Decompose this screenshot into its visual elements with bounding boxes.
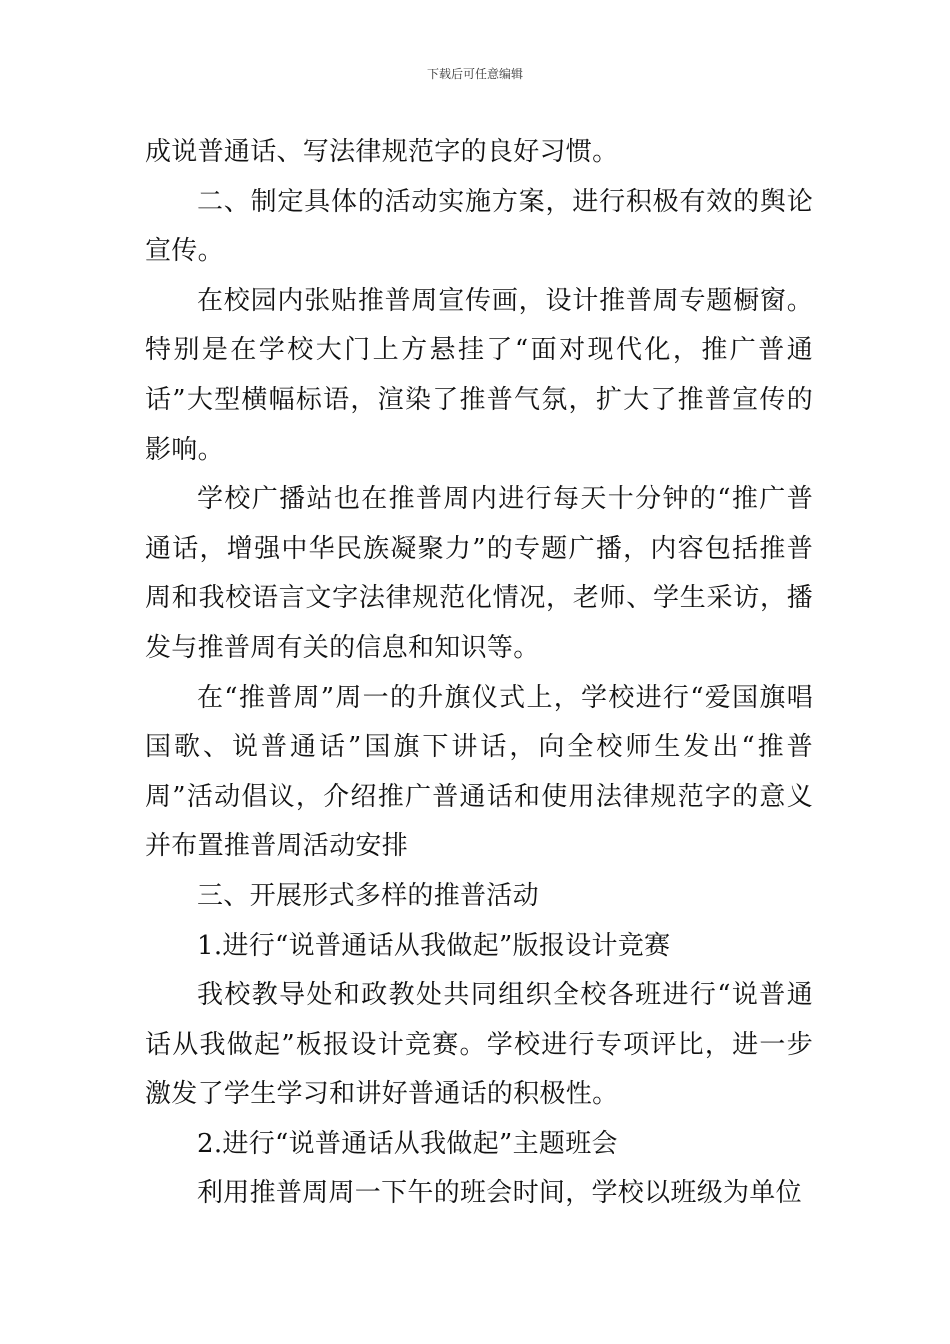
paragraph-6: 我校教导处和政教处共同组织全校各班进行“说普通话从我做起”板报设计竞赛。学校进行专项评比，进一步激发了学生学习和讲好普通话的积极性。 <box>145 980 813 1110</box>
paragraph-7: 利用推普周周一下午的班会时间，学校以班级为单位 <box>197 1178 802 1209</box>
page-header: 下载后可任意编辑 <box>426 67 523 81</box>
subheading-2: 2.进行“说普通话从我做起”主题班会 <box>197 1128 618 1159</box>
paragraph-1: 成说普通话、写法律规范字的良好习惯。 <box>145 137 619 167</box>
paragraph-4: 学校广播站也在推普周内进行每天十分钟的“推广普通话，增强中华民族凝聚力”的专题广播，内容包括推普周和我校语言文字法律规范化情况，老师、学生采访，播发与推普周有关的信息和知识等。 <box>145 484 813 663</box>
subheading-1: 1.进行“说普通话从我做起”版报设计竞赛 <box>197 930 671 961</box>
paragraph-2: 二、制定具体的活动实施方案，进行积极有效的舆论宣传。 <box>145 186 813 267</box>
document-body <box>145 128 813 1219</box>
paragraph-3: 在校园内张贴推普周宣传画，设计推普周专题橱窗。特别是在学校大门上方悬挂了“面对现代化，推广普通话”大型横幅标语，渲染了推普气氛，扩大了推普宣传的影响。 <box>145 285 813 465</box>
paragraph-5: 在“推普周”周一的升旗仪式上，学校进行“爱国旗唱国歌、说普通话”国旗下讲话，向全校师生发出“推普周”活动倡议，介绍推广普通话和使用法律规范字的意义并布置推普周活动安排 <box>145 682 813 862</box>
section-heading-3: 三、开展形式多样的推普活动 <box>197 880 539 911</box>
